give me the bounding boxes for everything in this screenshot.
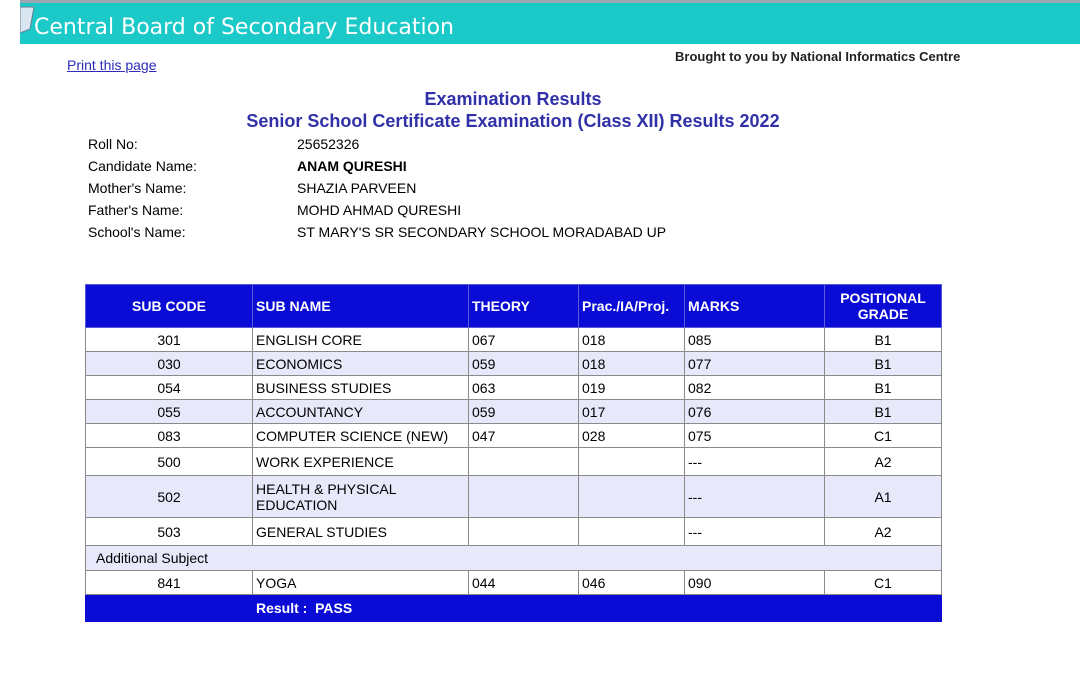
- table-row: [86, 328, 942, 352]
- total-marks: ---: [685, 518, 825, 546]
- header-sub-name: SUB NAME: [253, 285, 469, 328]
- theory-marks: 067: [469, 328, 579, 352]
- prac-marks: [579, 448, 685, 476]
- roll-label: Roll No:: [88, 136, 138, 152]
- school-name-label: School's Name:: [88, 224, 186, 240]
- table-header-row: [86, 285, 942, 328]
- total-marks: 077: [685, 352, 825, 376]
- total-marks: 076: [685, 400, 825, 424]
- sub-code: 500: [86, 448, 253, 476]
- table-row: [86, 448, 942, 476]
- sub-code: 503: [86, 518, 253, 546]
- theory-marks: [469, 518, 579, 546]
- total-marks: ---: [685, 448, 825, 476]
- mother-name-label: Mother's Name:: [88, 180, 187, 196]
- positional-grade: A1: [825, 476, 942, 518]
- sub-name: GENERAL STUDIES: [253, 518, 469, 546]
- theory-marks: 047: [469, 424, 579, 448]
- candidate-name-label: Candidate Name:: [88, 158, 197, 174]
- print-page-link[interactable]: Print this page: [67, 57, 157, 73]
- sub-code: 030: [86, 352, 253, 376]
- theory-marks: [469, 448, 579, 476]
- result-cell: [253, 595, 942, 622]
- prac-marks: 019: [579, 376, 685, 400]
- positional-grade: B1: [825, 328, 942, 352]
- result-spacer: [86, 595, 253, 622]
- site-title: Central Board of Secondary Education: [34, 15, 454, 40]
- header-bar: [20, 0, 1080, 44]
- result-value: PASS: [315, 600, 353, 616]
- total-marks: 082: [685, 376, 825, 400]
- father-name-label: Father's Name:: [88, 202, 184, 218]
- prac-marks: 028: [579, 424, 685, 448]
- positional-grade: B1: [825, 376, 942, 400]
- table-row: [86, 400, 942, 424]
- positional-grade: C1: [825, 571, 942, 595]
- header-grade: POSITIONAL GRADE: [825, 285, 942, 328]
- header-sub-code: SUB CODE: [86, 285, 253, 328]
- header-prac: Prac./IA/Proj.: [579, 285, 685, 328]
- theory-marks: [469, 476, 579, 518]
- roll-value: 25652326: [297, 136, 360, 152]
- sub-code: 055: [86, 400, 253, 424]
- total-marks: ---: [685, 476, 825, 518]
- prac-marks: 018: [579, 352, 685, 376]
- sub-name: COMPUTER SCIENCE (NEW): [253, 424, 469, 448]
- result-label: Result :: [256, 600, 308, 616]
- table-row: [86, 352, 942, 376]
- total-marks: 075: [685, 424, 825, 448]
- table-row: [86, 424, 942, 448]
- nic-credit: Brought to you by National Informatics Centre: [675, 49, 961, 64]
- school-name-value: ST MARY'S SR SECONDARY SCHOOL MORADABAD UP: [297, 224, 667, 240]
- prac-marks: 017: [579, 400, 685, 424]
- header-theory: THEORY: [469, 285, 579, 328]
- positional-grade: A2: [825, 448, 942, 476]
- father-name-value: MOHD AHMAD QURESHI: [297, 202, 462, 218]
- table-row: [86, 476, 942, 518]
- total-marks: 085: [685, 328, 825, 352]
- exam-subtitle: Senior School Certificate Examination (Class XII) Results 2022: [246, 111, 780, 131]
- prac-marks: 046: [579, 571, 685, 595]
- positional-grade: B1: [825, 352, 942, 376]
- theory-marks: 059: [469, 400, 579, 424]
- header-marks: MARKS: [685, 285, 825, 328]
- sub-name: YOGA: [253, 571, 469, 595]
- prac-marks: 018: [579, 328, 685, 352]
- sub-name: ENGLISH CORE: [253, 328, 469, 352]
- exam-title: Examination Results: [424, 89, 602, 109]
- positional-grade: B1: [825, 400, 942, 424]
- prac-marks: [579, 518, 685, 546]
- sub-name: HEALTH & PHYSICAL EDUCATION: [253, 476, 469, 518]
- sub-name: ACCOUNTANCY: [253, 400, 469, 424]
- sub-code: 301: [86, 328, 253, 352]
- positional-grade: C1: [825, 424, 942, 448]
- sub-code: 083: [86, 424, 253, 448]
- theory-marks: 063: [469, 376, 579, 400]
- sub-name: BUSINESS STUDIES: [253, 376, 469, 400]
- sub-name: WORK EXPERIENCE: [253, 448, 469, 476]
- positional-grade: A2: [825, 518, 942, 546]
- sub-code: 841: [86, 571, 253, 595]
- candidate-name-value: ANAM QURESHI: [297, 158, 407, 174]
- theory-marks: 059: [469, 352, 579, 376]
- sub-code: 502: [86, 476, 253, 518]
- sub-code: 054: [86, 376, 253, 400]
- result-row: [86, 595, 942, 622]
- mother-name-value: SHAZIA PARVEEN: [297, 180, 417, 196]
- theory-marks: 044: [469, 571, 579, 595]
- table-row: [86, 518, 942, 546]
- total-marks: 090: [685, 571, 825, 595]
- additional-subject-label: Additional Subject: [86, 546, 942, 571]
- table-row: [86, 376, 942, 400]
- results-table: [85, 284, 942, 622]
- prac-marks: [579, 476, 685, 518]
- additional-subject-row: [86, 546, 942, 571]
- table-row: [86, 571, 942, 595]
- sub-name: ECONOMICS: [253, 352, 469, 376]
